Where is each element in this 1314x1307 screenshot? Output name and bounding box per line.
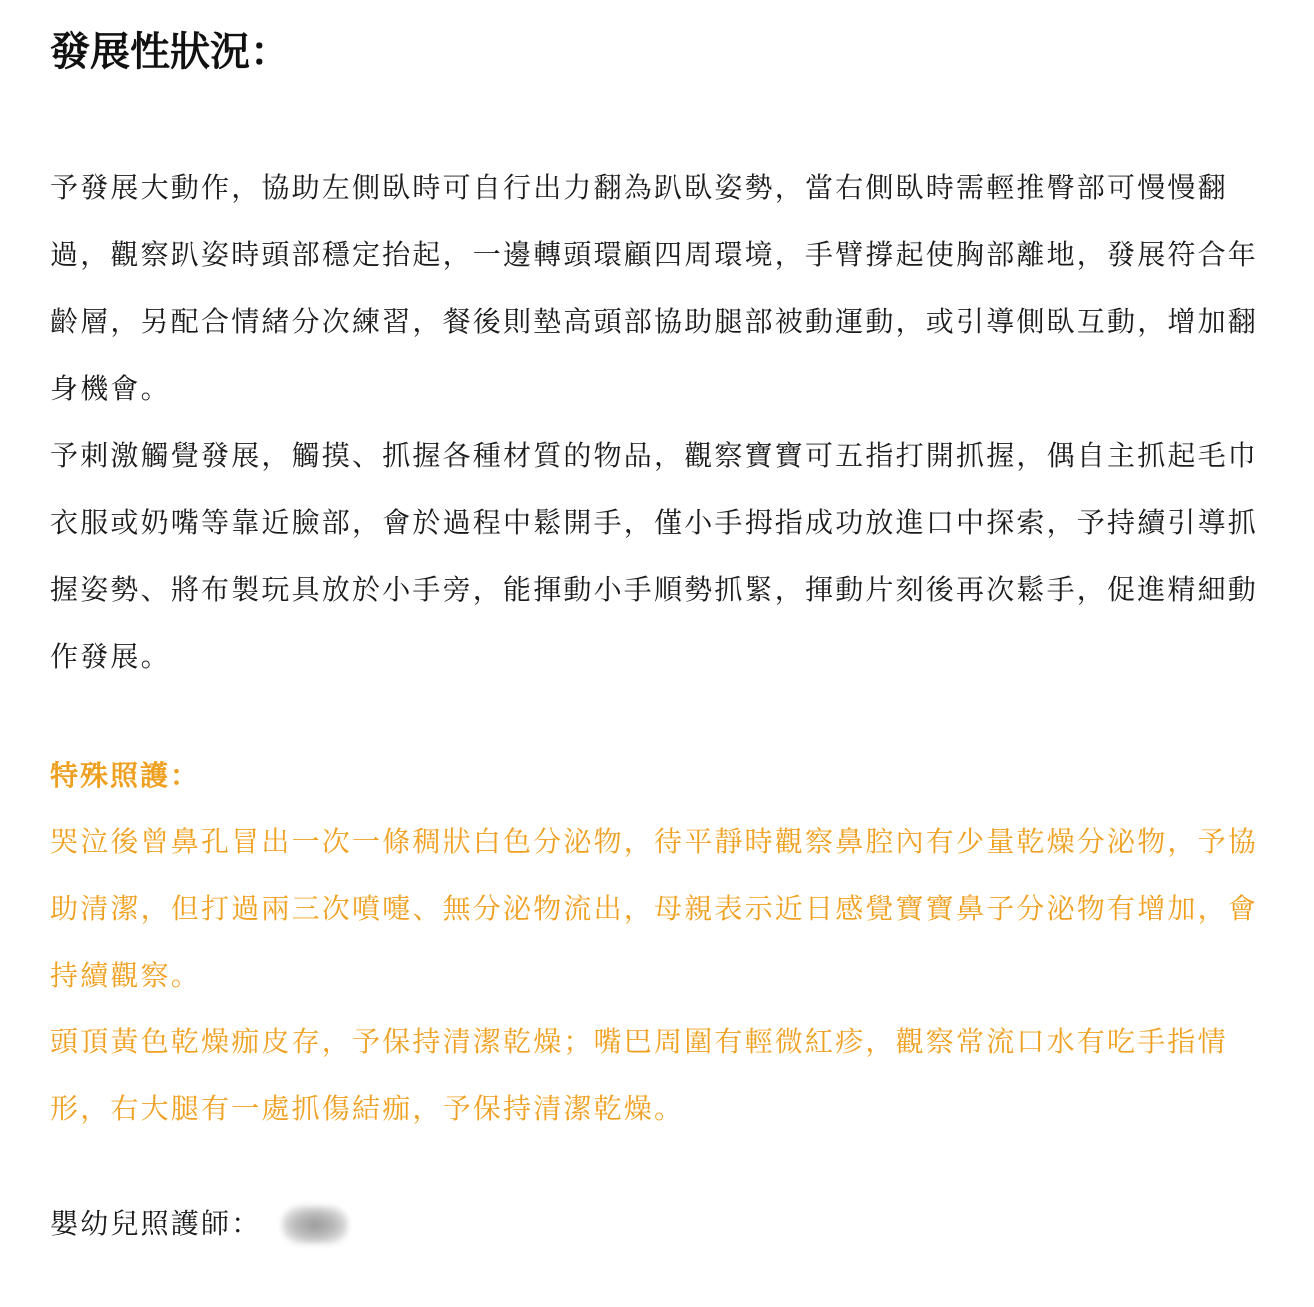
special-care-paragraph-nasal: 哭泣後曾鼻孔冒出一次一條稠狀白色分泌物，待平靜時觀察鼻腔內有少量乾燥分泌物，予協助清潔，但打過兩三次噴嚏、無分泌物流出，母親表示近日感覺寶寶鼻子分泌物有增加，會持續觀察。 xyxy=(50,825,1259,992)
section-title-special-care: 特殊照護： xyxy=(50,759,201,792)
redacted-name-blur xyxy=(282,1206,348,1244)
section-title-development: 發展性狀況： xyxy=(50,29,290,75)
special-care-paragraph-skin: 頭頂黃色乾燥痂皮存，予保持清潔乾燥；嘴巴周圍有輕微紅疹，觀察常流口水有吃手指情形，右大腿有一處抓傷結痂，予保持清潔乾燥。 xyxy=(50,1025,1228,1125)
development-paragraph-gross-motor: 予發展大動作，協助左側臥時可自行出力翻為趴臥姿勢，當右側臥時需輕推臀部可慢慢翻過，觀察趴姿時頭部穩定抬起，一邊轉頭環顧四周環境，手臂撐起使胸部離地，發展符合年齡層，另配合情緒分次練習，餐後則墊高頭部協助腿部被動運動，或引導側臥互動，增加翻身機會。 xyxy=(50,171,1259,405)
caregiver-signature-label: 嬰幼兒照護師： xyxy=(50,1207,262,1240)
development-paragraph-fine-motor: 予刺激觸覺發展，觸摸、抓握各種材質的物品，觀察寶寶可五指打開抓握，偶自主抓起毛巾衣服或奶嘴等靠近臉部，會於過程中鬆開手，僅小手拇指成功放進口中探索，予持續引導抓握姿勢、將布製玩具放於小手旁，能揮動小手順勢抓緊，揮動片刻後再次鬆手，促進精細動作發展。 xyxy=(50,439,1259,673)
